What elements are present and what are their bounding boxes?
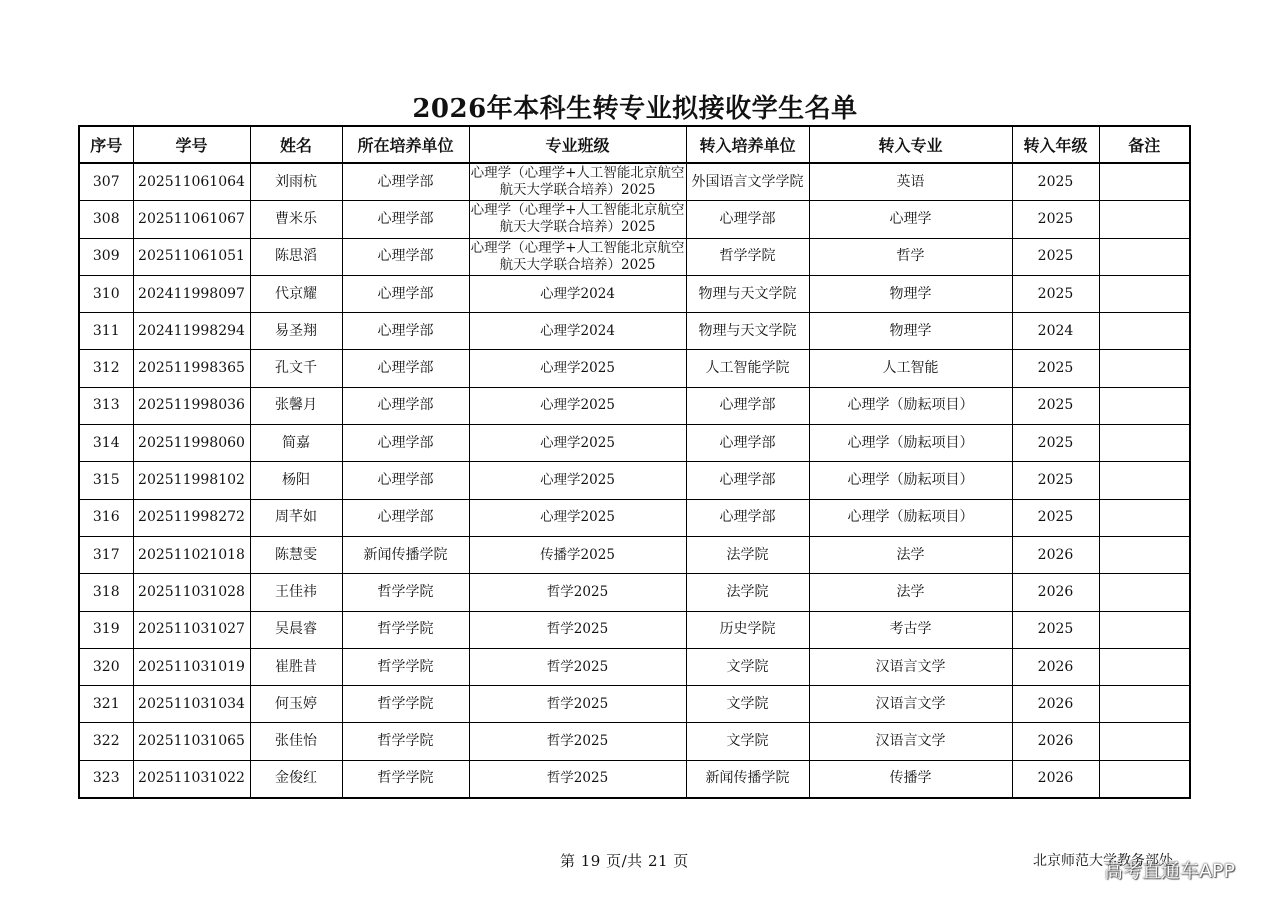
cell-remarks	[1099, 238, 1190, 275]
cell-name: 吴晨睿	[250, 611, 342, 648]
col-header-target-major: 转入专业	[809, 126, 1012, 163]
cell-current-unit: 心理学部	[342, 499, 469, 536]
cell-target-grade: 2025	[1012, 238, 1099, 275]
cell-target-unit: 文学院	[686, 723, 809, 760]
table-row	[79, 462, 1190, 499]
cell-current-unit: 心理学部	[342, 201, 469, 238]
table-row	[79, 648, 1190, 685]
issuing-office: 北京师范大学教务部处	[1033, 853, 1173, 869]
cell-index: 319	[79, 611, 133, 648]
cell-student-id: 202511031028	[133, 574, 250, 611]
cell-remarks	[1099, 313, 1190, 350]
cell-target-major: 物理学	[809, 313, 1012, 350]
cell-major-class: 哲学2025	[469, 723, 686, 760]
cell-index: 318	[79, 574, 133, 611]
cell-target-unit: 人工智能学院	[686, 350, 809, 387]
cell-remarks	[1099, 723, 1190, 760]
cell-target-major: 哲学	[809, 238, 1012, 275]
cell-student-id: 202511031034	[133, 686, 250, 723]
cell-target-grade: 2026	[1012, 574, 1099, 611]
cell-current-unit: 哲学学院	[342, 760, 469, 798]
cell-index: 316	[79, 499, 133, 536]
cell-index: 311	[79, 313, 133, 350]
cell-target-unit: 心理学部	[686, 387, 809, 424]
cell-student-id: 202411998294	[133, 313, 250, 350]
cell-target-major: 物理学	[809, 275, 1012, 312]
cell-target-major: 法学	[809, 536, 1012, 573]
cell-target-grade: 2025	[1012, 163, 1099, 201]
cell-target-major: 心理学	[809, 201, 1012, 238]
cell-index: 315	[79, 462, 133, 499]
cell-major-class: 心理学2024	[469, 275, 686, 312]
table-row	[79, 313, 1190, 350]
table-row	[79, 499, 1190, 536]
cell-index: 322	[79, 723, 133, 760]
table-body	[79, 163, 1190, 798]
cell-major-class: 哲学2025	[469, 574, 686, 611]
cell-remarks	[1099, 574, 1190, 611]
cell-target-grade: 2025	[1012, 201, 1099, 238]
cell-target-major: 心理学（励耘项目）	[809, 387, 1012, 424]
table-row	[79, 536, 1190, 573]
cell-remarks	[1099, 536, 1190, 573]
cell-student-id: 202511998036	[133, 387, 250, 424]
cell-target-major: 法学	[809, 574, 1012, 611]
cell-student-id: 202511998060	[133, 425, 250, 462]
col-header-index: 序号	[79, 126, 133, 163]
cell-index: 323	[79, 760, 133, 798]
cell-student-id: 202511031019	[133, 648, 250, 685]
table-row	[79, 201, 1190, 238]
cell-remarks	[1099, 760, 1190, 798]
table-header-row	[79, 126, 1190, 163]
cell-current-unit: 心理学部	[342, 462, 469, 499]
cell-target-unit: 心理学部	[686, 425, 809, 462]
cell-major-class: 心理学2025	[469, 387, 686, 424]
cell-remarks	[1099, 163, 1190, 201]
cell-target-unit: 新闻传播学院	[686, 760, 809, 798]
cell-name: 王佳祎	[250, 574, 342, 611]
col-header-current-unit: 所在培养单位	[342, 126, 469, 163]
cell-target-major: 汉语言文学	[809, 686, 1012, 723]
cell-target-grade: 2026	[1012, 723, 1099, 760]
cell-target-grade: 2025	[1012, 275, 1099, 312]
cell-current-unit: 心理学部	[342, 238, 469, 275]
cell-target-grade: 2025	[1012, 611, 1099, 648]
app-watermark: 高考直通车APP	[1104, 860, 1235, 882]
cell-target-grade: 2026	[1012, 760, 1099, 798]
cell-target-grade: 2026	[1012, 648, 1099, 685]
cell-student-id: 202511998102	[133, 462, 250, 499]
cell-target-major: 人工智能	[809, 350, 1012, 387]
cell-index: 314	[79, 425, 133, 462]
cell-major-class: 心理学（心理学+人工智能北京航空航天大学联合培养）2025	[469, 238, 686, 275]
cell-target-unit: 心理学部	[686, 499, 809, 536]
cell-name: 陈思滔	[250, 238, 342, 275]
cell-remarks	[1099, 648, 1190, 685]
table-row	[79, 350, 1190, 387]
cell-target-unit: 文学院	[686, 648, 809, 685]
cell-major-class: 哲学2025	[469, 648, 686, 685]
cell-target-unit: 哲学学院	[686, 238, 809, 275]
cell-index: 307	[79, 163, 133, 201]
cell-target-major: 考古学	[809, 611, 1012, 648]
cell-student-id: 202511031022	[133, 760, 250, 798]
cell-target-major: 汉语言文学	[809, 648, 1012, 685]
table-row	[79, 387, 1190, 424]
cell-student-id: 202511031027	[133, 611, 250, 648]
cell-current-unit: 哲学学院	[342, 611, 469, 648]
cell-student-id: 202511021018	[133, 536, 250, 573]
col-header-name: 姓名	[250, 126, 342, 163]
cell-name: 简嘉	[250, 425, 342, 462]
cell-index: 313	[79, 387, 133, 424]
cell-major-class: 心理学2024	[469, 313, 686, 350]
cell-name: 陈慧雯	[250, 536, 342, 573]
cell-student-id: 202411998097	[133, 275, 250, 312]
cell-current-unit: 心理学部	[342, 425, 469, 462]
cell-name: 崔胜昔	[250, 648, 342, 685]
cell-current-unit: 哲学学院	[342, 686, 469, 723]
cell-name: 代京耀	[250, 275, 342, 312]
cell-name: 张佳怡	[250, 723, 342, 760]
cell-major-class: 心理学（心理学+人工智能北京航空航天大学联合培养）2025	[469, 163, 686, 201]
cell-index: 308	[79, 201, 133, 238]
cell-index: 321	[79, 686, 133, 723]
table-row	[79, 238, 1190, 275]
cell-name: 孔文千	[250, 350, 342, 387]
cell-target-grade: 2026	[1012, 536, 1099, 573]
cell-name: 易圣翔	[250, 313, 342, 350]
cell-name: 金俊红	[250, 760, 342, 798]
cell-student-id: 202511061051	[133, 238, 250, 275]
cell-target-unit: 法学院	[686, 536, 809, 573]
cell-target-major: 英语	[809, 163, 1012, 201]
cell-target-unit: 文学院	[686, 686, 809, 723]
cell-remarks	[1099, 350, 1190, 387]
cell-current-unit: 哲学学院	[342, 574, 469, 611]
cell-target-major: 汉语言文学	[809, 723, 1012, 760]
cell-remarks	[1099, 611, 1190, 648]
cell-student-id: 202511031065	[133, 723, 250, 760]
cell-current-unit: 心理学部	[342, 163, 469, 201]
cell-target-unit: 外国语言文学学院	[686, 163, 809, 201]
cell-target-unit: 心理学部	[686, 201, 809, 238]
cell-target-unit: 物理与天文学院	[686, 275, 809, 312]
document-title: 2026年本科生转专业拟接收学生名单	[412, 94, 858, 124]
cell-current-unit: 心理学部	[342, 387, 469, 424]
table-row	[79, 611, 1190, 648]
cell-current-unit: 新闻传播学院	[342, 536, 469, 573]
col-header-remarks: 备注	[1099, 126, 1190, 163]
col-header-target-unit: 转入培养单位	[686, 126, 809, 163]
cell-target-grade: 2025	[1012, 499, 1099, 536]
cell-major-class: 心理学2025	[469, 499, 686, 536]
cell-remarks	[1099, 387, 1190, 424]
cell-remarks	[1099, 275, 1190, 312]
cell-student-id: 202511061064	[133, 163, 250, 201]
cell-target-unit: 法学院	[686, 574, 809, 611]
cell-remarks	[1099, 201, 1190, 238]
cell-target-grade: 2025	[1012, 387, 1099, 424]
cell-target-unit: 历史学院	[686, 611, 809, 648]
cell-remarks	[1099, 499, 1190, 536]
cell-current-unit: 心理学部	[342, 313, 469, 350]
cell-index: 320	[79, 648, 133, 685]
cell-current-unit: 哲学学院	[342, 723, 469, 760]
col-header-target-grade: 转入年级	[1012, 126, 1099, 163]
col-header-student-id: 学号	[133, 126, 250, 163]
cell-target-major: 心理学（励耘项目）	[809, 499, 1012, 536]
cell-index: 310	[79, 275, 133, 312]
page-number: 第 19 页/共 21 页	[560, 852, 689, 870]
cell-name: 张馨月	[250, 387, 342, 424]
cell-major-class: 心理学2025	[469, 462, 686, 499]
cell-target-grade: 2026	[1012, 686, 1099, 723]
cell-remarks	[1099, 686, 1190, 723]
cell-student-id: 202511998272	[133, 499, 250, 536]
cell-name: 刘雨杭	[250, 163, 342, 201]
cell-target-grade: 2024	[1012, 313, 1099, 350]
cell-target-grade: 2025	[1012, 425, 1099, 462]
cell-target-major: 心理学（励耘项目）	[809, 462, 1012, 499]
cell-index: 309	[79, 238, 133, 275]
table-row	[79, 723, 1190, 760]
cell-index: 312	[79, 350, 133, 387]
cell-target-major: 传播学	[809, 760, 1012, 798]
cell-remarks	[1099, 425, 1190, 462]
cell-major-class: 心理学（心理学+人工智能北京航空航天大学联合培养）2025	[469, 201, 686, 238]
table-row	[79, 275, 1190, 312]
cell-major-class: 哲学2025	[469, 686, 686, 723]
cell-index: 317	[79, 536, 133, 573]
table-row	[79, 574, 1190, 611]
cell-target-unit: 心理学部	[686, 462, 809, 499]
col-header-major-class: 专业班级	[469, 126, 686, 163]
cell-name: 周芊如	[250, 499, 342, 536]
cell-name: 杨阳	[250, 462, 342, 499]
cell-student-id: 202511061067	[133, 201, 250, 238]
table-row	[79, 760, 1190, 798]
cell-major-class: 心理学2025	[469, 425, 686, 462]
cell-major-class: 哲学2025	[469, 760, 686, 798]
cell-name: 曹米乐	[250, 201, 342, 238]
student-roster-table	[78, 125, 1191, 799]
cell-major-class: 传播学2025	[469, 536, 686, 573]
cell-target-grade: 2025	[1012, 350, 1099, 387]
table-row	[79, 425, 1190, 462]
cell-major-class: 哲学2025	[469, 611, 686, 648]
cell-name: 何玉婷	[250, 686, 342, 723]
cell-target-unit: 物理与天文学院	[686, 313, 809, 350]
table-row	[79, 686, 1190, 723]
cell-current-unit: 哲学学院	[342, 648, 469, 685]
cell-current-unit: 心理学部	[342, 350, 469, 387]
cell-target-major: 心理学（励耘项目）	[809, 425, 1012, 462]
cell-target-grade: 2025	[1012, 462, 1099, 499]
cell-current-unit: 心理学部	[342, 275, 469, 312]
cell-remarks	[1099, 462, 1190, 499]
cell-major-class: 心理学2025	[469, 350, 686, 387]
cell-student-id: 202511998365	[133, 350, 250, 387]
table-row	[79, 163, 1190, 201]
